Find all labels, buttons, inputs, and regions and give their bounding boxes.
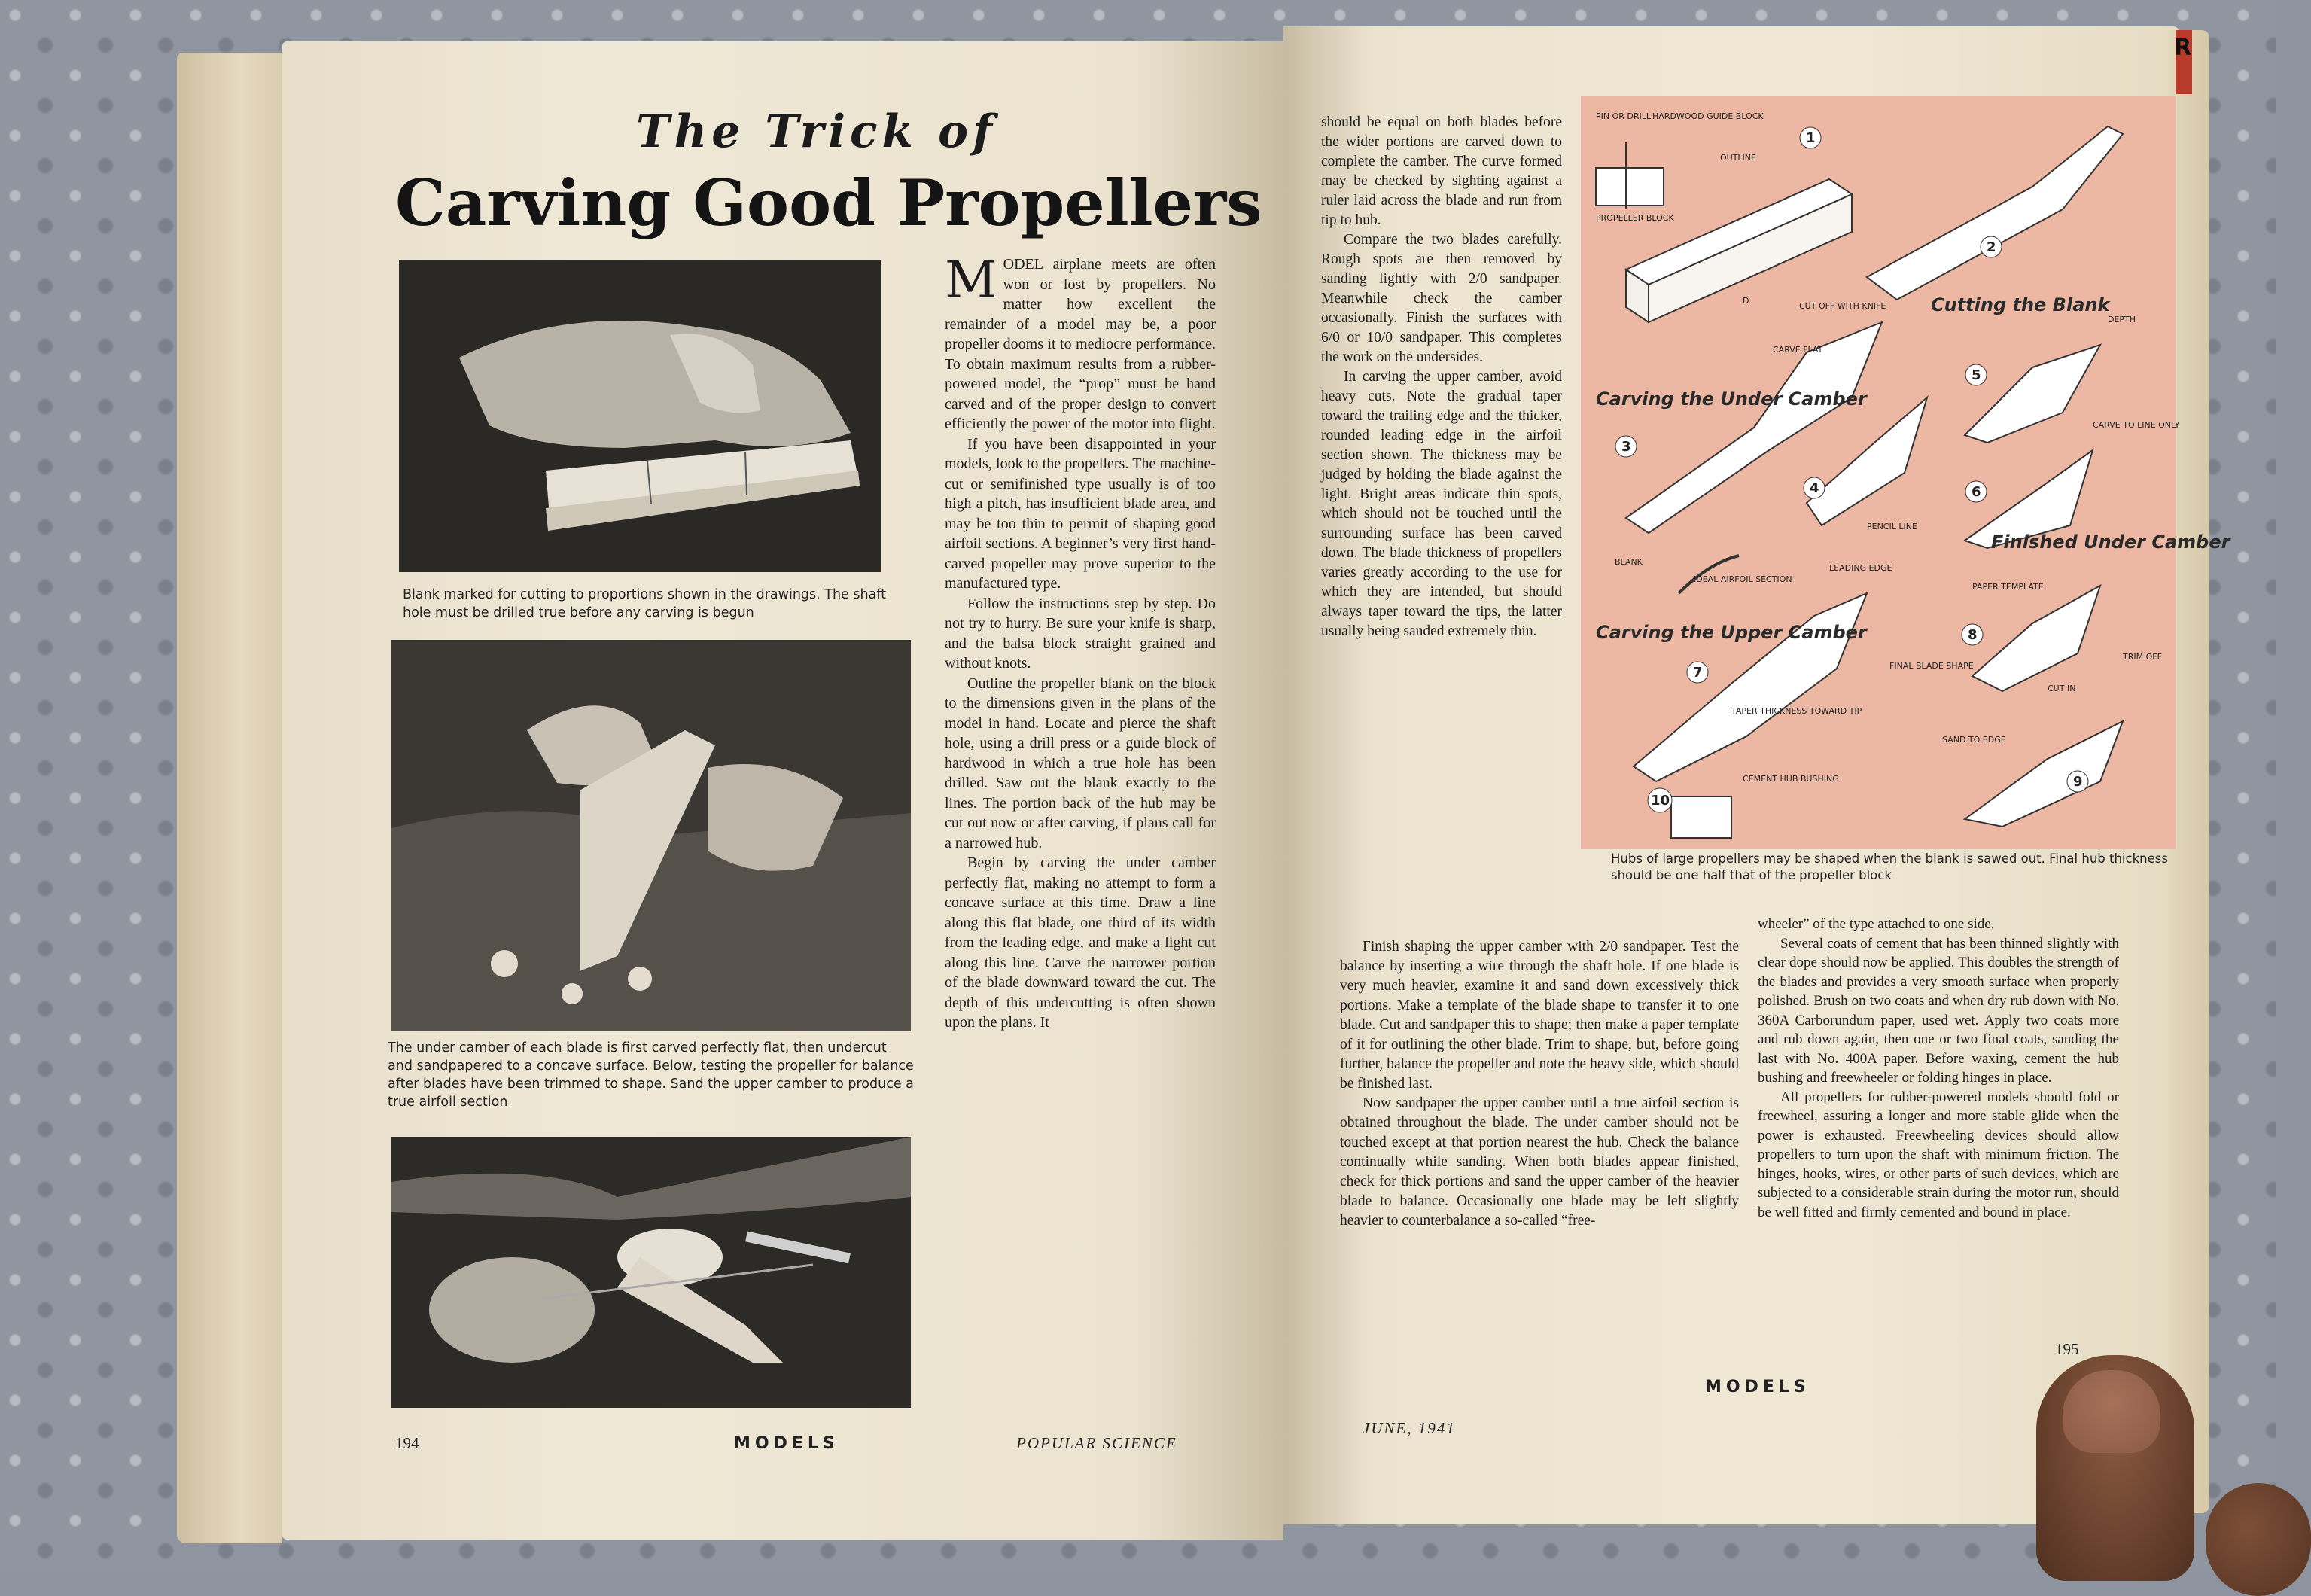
right-paragraph: Compare the two blades carefully. Rough spots are then removed by sanding lightly with 2/0 sandpaper. Meanwhile check the camber occasionally. Finish the surfaces with 6/0 or 10/0 sandpaper. This completes the work on the undersides.: [1321, 232, 1562, 365]
heading-finished-under-camber: Finished Under Camber: [1991, 531, 2230, 553]
label-carve-to-line-only: CARVE TO LINE ONLY: [2093, 420, 2180, 430]
page-stack-left-edge: [177, 53, 282, 1543]
diagram-caption: Hubs of large propellers may be shaped when the blank is sawed out. Final hub thickness should be one half that of the propeller block: [1611, 851, 2168, 882]
right-section-footer: MODELS: [1705, 1378, 1810, 1396]
section-tab-letter: R: [2174, 35, 2192, 61]
label-pencil-line: PENCIL LINE: [1867, 522, 1917, 531]
left-section-footer: MODELS: [734, 1434, 839, 1453]
label-ideal-airfoil-section: IDEAL AIRFOIL SECTION: [1694, 574, 1792, 584]
right-article-column-3: [1758, 915, 2119, 1222]
photo1-caption: Blank marked for cutting to proportions shown in the drawings. The shaft hole must be drilled true before any carving is begun: [403, 587, 887, 620]
label-pin-or-drill: PIN OR DRILL: [1596, 111, 1652, 121]
left-page-number: 194: [395, 1434, 419, 1452]
heading-carving-under-camber: Carving the Under Camber: [1596, 388, 1867, 410]
left-paragraph: If you have been disappointed in your models, look to the propellers. The machine-cut or semifinished type usually is of too high a pitch, has insufficient blade area, and may be too thin to permit of shaping good airfoil sections. A beginner’s very first hand-carved propeller may prove superior to the manufactured type.: [945, 435, 1216, 592]
label-cement-hub-bushing: CEMENT HUB BUSHING: [1743, 774, 1839, 784]
photo-balance-test-illustration: [391, 1137, 911, 1408]
right-paragraph: All propellers for rubber-powered models should fold or freewheel, assuring a longer and more stable glide when the power is exhausted. Freewheeling devices should allow propellers to turn upon the shaft with minimum friction. The hinges, hooks, wires, or other parts of such devices, which are subjected to a considerable strain during the motor run, should be well fitted and firmly cemented and bound in place.: [1758, 1089, 2119, 1220]
right-date-footer: JUNE, 1941: [1363, 1419, 1456, 1437]
step-number-9: 9: [2073, 774, 2083, 790]
left-magazine-footer: POPULAR SCIENCE: [1016, 1434, 1177, 1452]
label-leading-edge: LEADING EDGE: [1829, 563, 1892, 573]
photo2-caption: The under camber of each blade is first carved perfectly flat, then undercut and sandpapered to a concave surface. Below, testing the propeller for balance after blades have been trimmed to shape. Sand the upper camber to produce a true airfoil section: [388, 1040, 914, 1110]
step-number-10: 10: [1651, 793, 1670, 809]
left-paragraph: Outline the propeller blank on the block to the dimensions given in the plans of the model in hand. Locate and pierce the shaft hole, using a drill press or a guide block of hardwood in which a true hole has been drilled. Saw out the blank exactly to the lines. The portion back of the hub may be cut out now or after carving, if plans call for a narrowed hub.: [945, 675, 1216, 851]
right-article-column-2: [1340, 937, 1739, 1231]
label-sand-to-edge: SAND TO EDGE: [1942, 735, 2006, 745]
photo-marking-blank-illustration: [399, 260, 881, 572]
right-paragraph: In carving the upper camber, avoid heavy cuts. Note the gradual taper toward the trailing edge and the thicker, rounded leading edge in the airfoil section shown. The thickness may be judged by holding the blade against the light. Bright areas indicate thin spots, which should not be touched until the surrounding surface has been carved down. The blade thickness of propellers varies greatly according to the use for which they are intended, but should always taper toward the tips, the latter usually being sanded extremely thin.: [1321, 369, 1562, 639]
label-final-blade-shape: FINAL BLADE SHAPE: [1889, 661, 1974, 671]
diagram-drawings: [1581, 96, 2230, 849]
photo-undercutting-illustration: [391, 640, 911, 1031]
step-number-8: 8: [1968, 627, 1978, 643]
step-number-4: 4: [1810, 480, 1819, 496]
propeller-carving-diagram: [1581, 96, 2230, 849]
left-article-column: [945, 251, 1216, 1033]
label-carve-flat: CARVE FLAT: [1773, 345, 1823, 355]
step-number-1: 1: [1806, 130, 1816, 146]
label-trim-off: TRIM OFF: [2123, 652, 2162, 662]
heading-carving-upper-camber: Carving the Upper Camber: [1596, 622, 1867, 643]
photo-undercutting-blade: [391, 640, 911, 1031]
right-paragraph: wheeler” of the type attached to one side.: [1758, 916, 1995, 932]
photo-balance-test: [391, 1137, 911, 1408]
label-blank: BLANK: [1615, 557, 1643, 567]
label-d: D: [1743, 296, 1749, 306]
left-paragraph-text: ODEL airplane meets are often won or lost by propellers. No matter how excellent the remainder of a model may be, a poor propeller dooms it to mediocre performance. To obtain maximum results from a rubber-powered model, the “prop” must be hand carved and of the proper design to convert efficiently the power of the motor into flight.: [945, 256, 1216, 432]
drop-cap: M: [945, 251, 997, 310]
step-number-6: 6: [1972, 484, 1981, 500]
label-paper-template: PAPER TEMPLATE: [1972, 582, 2044, 592]
right-paragraph: should be equal on both blades before the wider portions are carved down to complete the camber. The curve formed may be checked by sighting against a ruler laid across the blade and run from tip to hub.: [1321, 114, 1562, 228]
left-paragraph: Begin by carving the under camber perfectly flat, making no attempt to form a concave surface at this time. Draw a line along this flat blade, one third of its width from the leading edge, and make a light cut along this line. Carve the narrower portion of the blade downward toward the cut. The depth of this undercutting is often shown upon the plans. It: [945, 854, 1216, 1031]
label-cut-off-with-knife: CUT OFF WITH KNIFE: [1799, 301, 1886, 311]
thumb: [2206, 1483, 2311, 1596]
headline-line-1: The Trick of: [636, 105, 997, 158]
right-paragraph: Several coats of cement that has been thinned slightly with clear dope should now be applied. This doubles the strength of the blades and provides a very smooth surface when properly polished. Brush on two coats and when dry rub down with No. 360A Carborundum paper, used wet. Apply two coats more and rub down again, then one or two final coats, sanding the last with No. 400A paper. Before waxing, cement the hub bushing and freewheeler or folding hinges in place.: [1758, 935, 2119, 1086]
right-article-column-1: [1321, 113, 1562, 641]
photo-marking-blank: [399, 260, 881, 572]
heading-cutting-the-blank: Cutting the Blank: [1931, 294, 2110, 315]
label-outline: OUTLINE: [1720, 153, 1756, 163]
step-number-3: 3: [1621, 439, 1631, 455]
label-cut-in: CUT IN: [2048, 684, 2076, 693]
headline-line-2: Carving Good Propellers: [395, 166, 1262, 240]
fingernail: [2063, 1370, 2160, 1453]
label-depth: DEPTH: [2108, 315, 2136, 324]
right-page-number: 195: [2055, 1340, 2079, 1358]
step-number-7: 7: [1693, 665, 1703, 681]
right-paragraph: Finish shaping the upper camber with 2/0 sandpaper. Test the balance by inserting a wire through the shaft hole. If one blade is very much heavier, examine it and sand down excessively thick portions. Make a template of the blade shape to transfer it to one blade. Cut and sandpaper this to shape; then make a paper template of it for outlining the other blade. Trim to shape, but, before going further, balance the propeller and note the heavy side, which should be finished last.: [1340, 939, 1739, 1092]
right-paragraph: Now sandpaper the upper camber until a true airfoil section is obtained throughout the blade. The under camber should not be touched except at that portion nearest the hub. Check the balance continually while sanding. When both blades appear finished, check for thick portions and sand the upper camber of the heavier blade to balance. Occasionally one blade may be left slightly heavier to counterbalance a so-called “free-: [1340, 1095, 1739, 1229]
left-paragraph: [945, 251, 1216, 434]
step-number-2: 2: [1987, 239, 1996, 255]
label-propeller-block: PROPELLER BLOCK: [1596, 213, 1674, 223]
step-number-5: 5: [1972, 367, 1981, 383]
label-taper-thickness: TAPER THICKNESS TOWARD TIP: [1731, 706, 1862, 716]
label-hardwood-guide-block: HARDWOOD GUIDE BLOCK: [1652, 111, 1764, 121]
diagram-headings: [1596, 294, 2232, 643]
left-paragraph: Follow the instructions step by step. Do not try to hurry. Be sure your knife is sharp, and the balsa block straight grained and without knots.: [945, 595, 1216, 672]
